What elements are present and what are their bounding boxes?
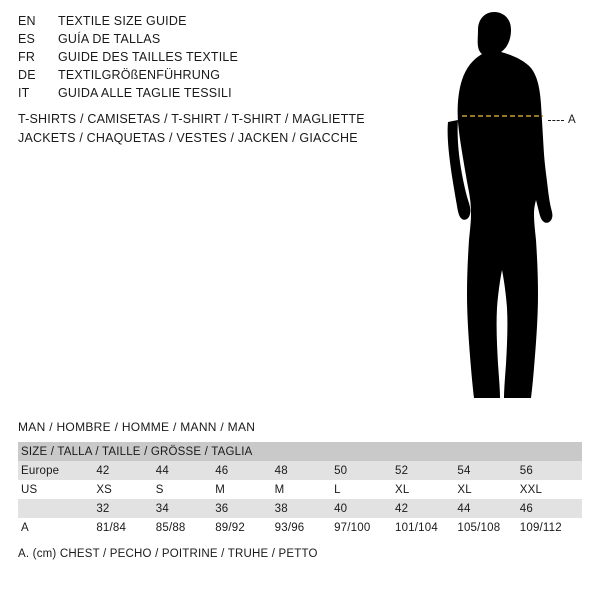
cell-europe-5: 52 [395, 461, 457, 480]
measure-label-a: A [568, 114, 577, 126]
cell-europe-7: 56 [520, 461, 582, 480]
row-label-us: US [18, 480, 96, 499]
cell-us-7: XXL [520, 480, 582, 499]
table-title: MAN / HOMBRE / HOMME / MANN / MAN [18, 420, 256, 434]
table-header-row [18, 442, 582, 461]
language-list [18, 14, 388, 104]
language-row-es [18, 32, 388, 50]
language-code-de: DE [18, 68, 36, 82]
table-header-label: SIZE / TALLA / TAILLE / GRÖSSE / TAGLIA [18, 442, 582, 461]
cell-us-3: M [275, 480, 334, 499]
cell-us-0: XS [96, 480, 155, 499]
size-table [18, 442, 582, 537]
cell-europe-4: 50 [334, 461, 395, 480]
cell-usnum-0: 32 [96, 499, 155, 518]
cell-europe-1: 44 [156, 461, 215, 480]
cell-a-4: 97/100 [334, 518, 395, 537]
cell-a-7: 109/112 [520, 518, 582, 537]
table-row [18, 518, 582, 537]
cell-usnum-2: 36 [215, 499, 274, 518]
language-code-it: IT [18, 86, 30, 100]
language-row-fr [18, 50, 388, 68]
cell-a-1: 85/88 [156, 518, 215, 537]
cell-europe-2: 46 [215, 461, 274, 480]
table-row [18, 461, 582, 480]
cell-us-4: L [334, 480, 395, 499]
language-text-en: TEXTILE SIZE GUIDE [58, 14, 187, 28]
cell-a-2: 89/92 [215, 518, 274, 537]
silhouette-icon [400, 8, 600, 408]
garment-category-jackets: JACKETS / CHAQUETAS / VESTES / JACKEN / GIACCHE [18, 131, 358, 145]
measure-leader-line [548, 120, 564, 121]
cell-us-6: XL [457, 480, 519, 499]
row-label-a: A [18, 518, 96, 537]
cell-usnum-4: 40 [334, 499, 395, 518]
table-row [18, 499, 582, 518]
cell-usnum-6: 44 [457, 499, 519, 518]
man-silhouette-figure [400, 8, 600, 408]
language-code-en: EN [18, 14, 36, 28]
footnote-measurement-a: A. (cm) CHEST / PECHO / POITRINE / TRUHE / PETTO [18, 548, 318, 560]
language-row-it [18, 86, 388, 104]
cell-usnum-3: 38 [275, 499, 334, 518]
cell-a-0: 81/84 [96, 518, 155, 537]
table-row [18, 480, 582, 499]
language-row-de [18, 68, 388, 86]
language-text-es: GUÍA DE TALLAS [58, 32, 161, 46]
language-row-en [18, 14, 388, 32]
language-text-de: TEXTILGRÖßENFÜHRUNG [58, 68, 221, 82]
language-code-es: ES [18, 32, 36, 46]
language-code-fr: FR [18, 50, 36, 64]
cell-usnum-1: 34 [156, 499, 215, 518]
cell-europe-3: 48 [275, 461, 334, 480]
cell-us-5: XL [395, 480, 457, 499]
language-text-fr: GUIDE DES TAILLES TEXTILE [58, 50, 239, 64]
cell-a-5: 101/104 [395, 518, 457, 537]
cell-a-3: 93/96 [275, 518, 334, 537]
language-text-it: GUIDA ALLE TAGLIE TESSILI [58, 86, 232, 100]
garment-category-list [18, 110, 418, 148]
cell-europe-6: 54 [457, 461, 519, 480]
cell-us-1: S [156, 480, 215, 499]
cell-usnum-7: 46 [520, 499, 582, 518]
row-label-us-numeric [18, 499, 96, 518]
cell-a-6: 105/108 [457, 518, 519, 537]
cell-europe-0: 42 [96, 461, 155, 480]
garment-category-tshirts: T-SHIRTS / CAMISETAS / T-SHIRT / T-SHIRT / MAGLIETTE [18, 112, 365, 126]
cell-us-2: M [215, 480, 274, 499]
cell-usnum-5: 42 [395, 499, 457, 518]
row-label-europe: Europe [18, 461, 96, 480]
